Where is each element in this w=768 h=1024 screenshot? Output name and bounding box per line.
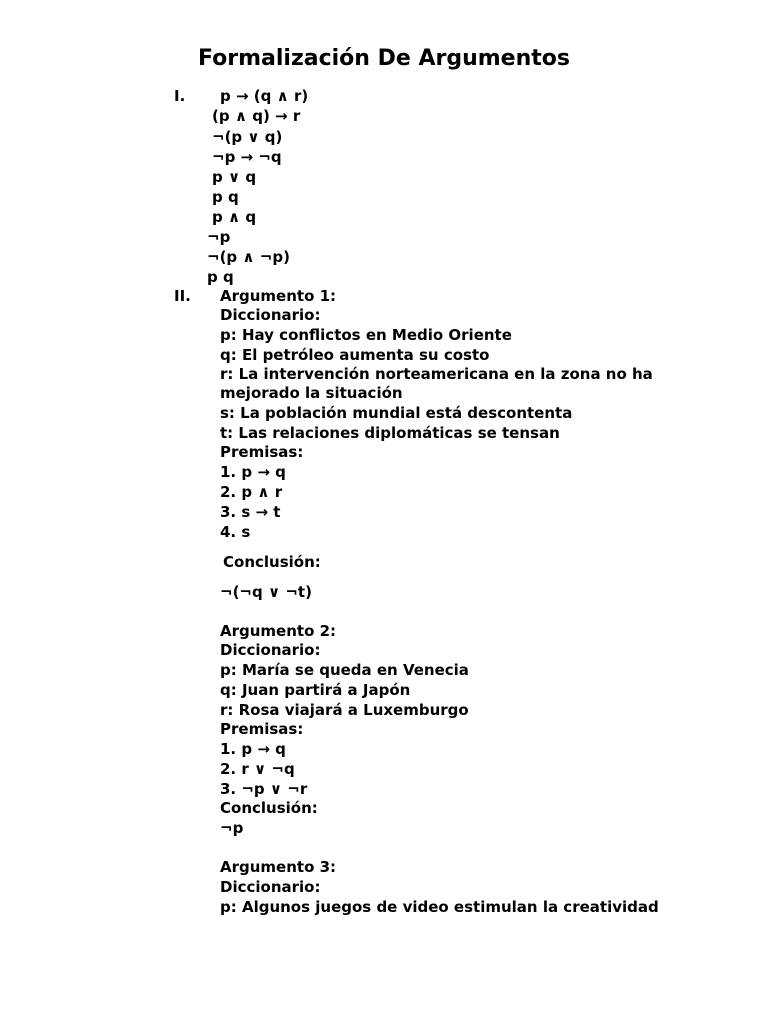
conclusion: ¬(¬q ∨ ¬t) (220, 583, 312, 601)
dictionary-entry: q: El petróleo aumenta su costo (220, 346, 490, 364)
argument-heading: Argumento 2: (220, 622, 337, 640)
argument-heading: Argumento 1: (220, 287, 337, 305)
page-title: Formalización De Argumentos (198, 46, 570, 71)
formula-line: ¬p → ¬q (212, 148, 282, 166)
dictionary-entry: mejorado la situación (220, 384, 403, 402)
premise: 1. p → q (220, 740, 286, 758)
formula-line: p q (212, 188, 239, 206)
dictionary-label: Diccionario: (220, 306, 321, 324)
premises-label: Premisas: (220, 443, 304, 461)
dictionary-entry: p: María se queda en Venecia (220, 661, 469, 679)
dictionary-entry: s: La población mundial está descontenta (220, 404, 573, 422)
formula-line: ¬(p ∨ q) (212, 128, 283, 146)
dictionary-entry: r: La intervención norteamericana en la zona no ha (220, 365, 653, 383)
dictionary-entry: p: Algunos juegos de video estimulan la creatividad (220, 898, 659, 916)
section-numeral-2: II. (174, 287, 191, 305)
formula-line: p → (q ∧ r) (220, 87, 309, 105)
dictionary-label: Diccionario: (220, 878, 321, 896)
premises-label: Premisas: (220, 720, 304, 738)
premise: 2. r ∨ ¬q (220, 760, 295, 778)
formula-line: p q (207, 268, 234, 286)
formula-line: p ∧ q (212, 208, 257, 226)
conclusion: ¬p (220, 819, 244, 837)
conclusion-label: Conclusión: (223, 553, 321, 571)
formula-line: (p ∧ q) → r (212, 107, 301, 125)
dictionary-entry: p: Hay conflictos en Medio Oriente (220, 326, 512, 344)
dictionary-entry: r: Rosa viajará a Luxemburgo (220, 701, 469, 719)
formula-line: ¬p (207, 228, 231, 246)
premise: 3. s → t (220, 503, 281, 521)
premise: 4. s (220, 523, 251, 541)
dictionary-entry: t: Las relaciones diplomáticas se tensan (220, 424, 560, 442)
premise: 3. ¬p ∨ ¬r (220, 780, 308, 798)
conclusion-label: Conclusión: (220, 799, 318, 817)
premise: 2. p ∧ r (220, 483, 283, 501)
argument-heading: Argumento 3: (220, 858, 337, 876)
section-numeral-1: I. (174, 87, 186, 105)
formula-line: ¬(p ∧ ¬p) (207, 248, 290, 266)
formula-line: p ∨ q (212, 168, 257, 186)
dictionary-entry: q: Juan partirá a Japón (220, 681, 411, 699)
premise: 1. p → q (220, 463, 286, 481)
dictionary-label: Diccionario: (220, 641, 321, 659)
